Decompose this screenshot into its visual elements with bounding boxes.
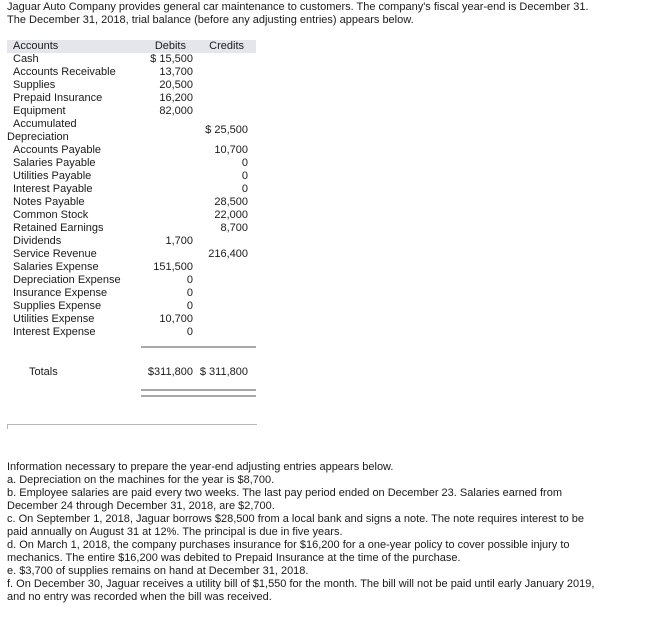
- account-name: Utilities Expense: [13, 313, 95, 325]
- credit-value: 8,700: [220, 222, 248, 234]
- table-row: [7, 144, 256, 157]
- debit-value: 151,500: [153, 261, 193, 273]
- debit-value: 1,700: [165, 235, 193, 247]
- credit-value: 0: [241, 157, 248, 169]
- table-row: [7, 79, 256, 92]
- table-row: [7, 326, 256, 339]
- account-name: Accumulated: [13, 118, 77, 130]
- info-line: e. $3,700 of supplies remains on hand at December 31, 2018.: [7, 565, 309, 577]
- account-name: Supplies Expense: [13, 300, 102, 312]
- subtotal-line: [141, 346, 256, 348]
- info-line: c. On September 1, 2018, Jaguar borrows $28,500 from a local bank and signs a note. The note requires interest to be: [7, 513, 585, 525]
- debit-value: 16,200: [159, 92, 193, 104]
- credit-value: 0: [241, 183, 248, 195]
- intro-line: The December 31, 2018, trial balance (before any adjusting entries) appears below.: [7, 14, 414, 26]
- double-underline-top: [141, 389, 256, 391]
- credit-value: 10,700: [214, 144, 248, 156]
- table-row: [7, 248, 256, 261]
- info-line: b. Employee salaries are paid every two weeks. The last pay period ended on December 23. Salaries earned from: [7, 487, 562, 499]
- table-row: [7, 118, 256, 144]
- trial-balance-table: [7, 40, 256, 339]
- account-name: Accounts Receivable: [13, 66, 116, 78]
- account-name: Prepaid Insurance: [13, 92, 103, 104]
- account-name-continued: Depreciation: [7, 131, 69, 143]
- intro-text: [7, 1, 652, 27]
- table-row: [7, 105, 256, 118]
- totals-credit: $ 311,800: [199, 366, 248, 378]
- debit-value: 82,000: [159, 105, 193, 117]
- account-name: Depreciation Expense: [13, 274, 121, 286]
- account-name: Dividends: [13, 235, 62, 247]
- table-header: [7, 40, 256, 53]
- table-row: [7, 261, 256, 274]
- debit-value: 0: [186, 300, 193, 312]
- debit-value: 20,500: [159, 79, 193, 91]
- account-name: Salaries Payable: [13, 157, 96, 169]
- info-line: a. Depreciation on the machines for the year is $8,700.: [7, 474, 275, 486]
- header-credits: Credits: [209, 40, 244, 52]
- table-row: [7, 235, 256, 248]
- info-line: and no entry was recorded when the bill was received.: [7, 591, 272, 603]
- section-divider: [7, 424, 257, 425]
- table-row: [7, 274, 256, 287]
- account-name: Supplies: [13, 79, 56, 91]
- table-row: [7, 183, 256, 196]
- debit-value: $ 15,500: [150, 53, 193, 65]
- info-line: d. On March 1, 2018, the company purchases insurance for $16,200 for a one-year policy to cover possible injury to: [7, 539, 570, 551]
- info-line: Information necessary to prepare the year-end adjusting entries appears below.: [7, 461, 394, 473]
- table-row: [7, 313, 256, 326]
- info-line: mechanics. The entire $16,200 was debited to Prepaid Insurance at the time of the purchase.: [7, 552, 461, 564]
- account-name: Accounts Payable: [13, 144, 102, 156]
- info-line: paid annually on August 31 at 12%. The principal is due in five years.: [7, 526, 343, 538]
- debit-value: 13,700: [159, 66, 193, 78]
- table-row: [7, 66, 256, 79]
- table-row: [7, 157, 256, 170]
- debit-value: 0: [186, 274, 193, 286]
- account-name: Common Stock: [13, 209, 89, 221]
- totals-label: Totals: [29, 366, 58, 378]
- credit-value: 28,500: [214, 196, 248, 208]
- totals-row: [7, 366, 256, 379]
- adjusting-info: [7, 461, 652, 604]
- table-row: [7, 300, 256, 313]
- account-name: Equipment: [13, 105, 66, 117]
- info-line: f. On December 30, Jaguar receives a utility bill of $1,550 for the month. The bill will not be paid until early January 2019,: [7, 578, 595, 590]
- debit-value: 0: [186, 287, 193, 299]
- totals-debit: $311,800: [147, 366, 193, 378]
- table-row: [7, 209, 256, 222]
- info-line: December 24 through December 31, 2018, are $2,700.: [7, 500, 275, 512]
- table-row: [7, 53, 256, 66]
- account-name: Interest Expense: [13, 326, 96, 338]
- account-name: Utilities Payable: [13, 170, 92, 182]
- account-name: Insurance Expense: [13, 287, 108, 299]
- header-accounts: Accounts: [13, 40, 59, 52]
- account-name: Interest Payable: [13, 183, 93, 195]
- table-row: [7, 92, 256, 105]
- double-underline-bottom: [141, 395, 256, 397]
- account-name: Cash: [13, 53, 39, 65]
- credit-value: 0: [241, 170, 248, 182]
- credit-value: 22,000: [214, 209, 248, 221]
- account-name: Retained Earnings: [13, 222, 104, 234]
- table-row: [7, 287, 256, 300]
- account-name: Salaries Expense: [13, 261, 99, 273]
- debit-value: 0: [186, 326, 193, 338]
- header-debits: Debits: [154, 40, 186, 52]
- credit-value: 216,400: [208, 248, 248, 260]
- table-row: [7, 222, 256, 235]
- table-row: [7, 170, 256, 183]
- credit-value: $ 25,500: [205, 124, 248, 136]
- intro-line: Jaguar Auto Company provides general car maintenance to customers. The company's fiscal year-end is December 31.: [7, 1, 589, 13]
- debit-value: 10,700: [159, 313, 193, 325]
- table-row: [7, 196, 256, 209]
- section-divider-tick: [7, 424, 8, 429]
- account-name: Notes Payable: [13, 196, 85, 208]
- account-name: Service Revenue: [13, 248, 97, 260]
